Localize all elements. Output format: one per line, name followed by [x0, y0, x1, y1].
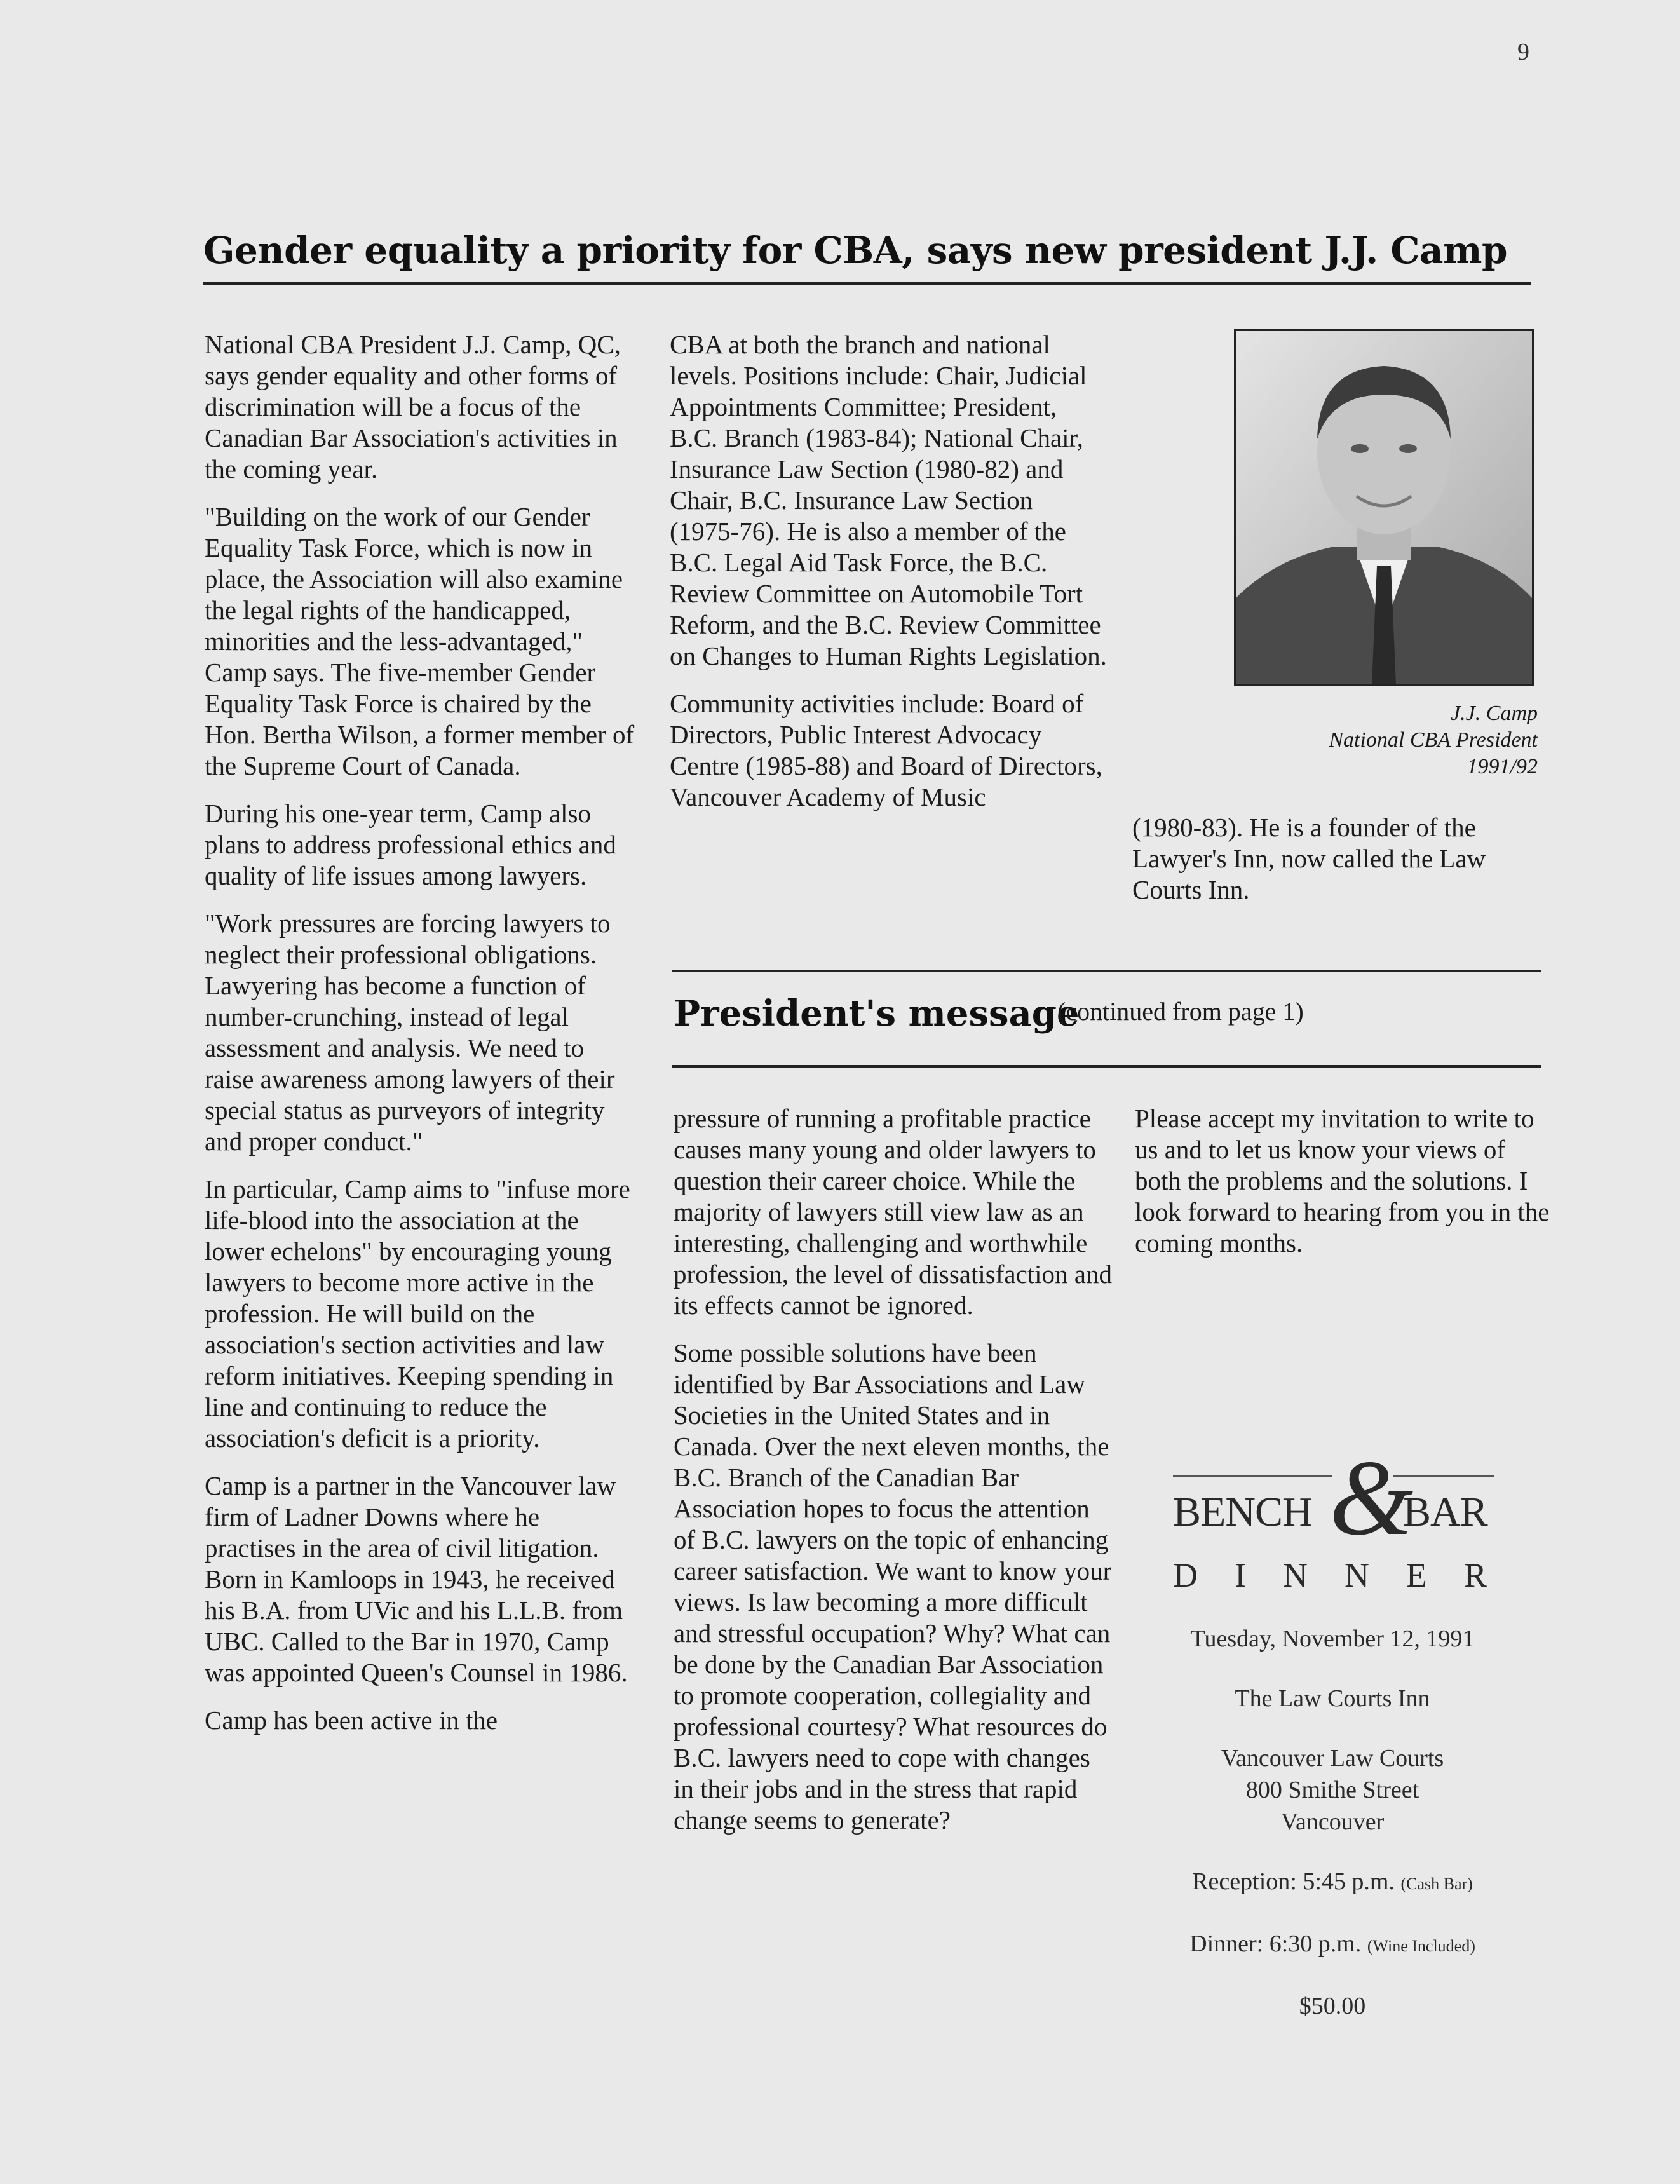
dinner-letter: D: [1173, 1556, 1199, 1594]
event-address-line: Vancouver: [1280, 1808, 1385, 1835]
article-paragraph: Camp has been active in the: [205, 1706, 498, 1735]
dinner-time: [1164, 1928, 1501, 1962]
event-address-line: Vancouver Law Courts: [1221, 1745, 1444, 1772]
logo-ampersand: &: [1329, 1438, 1414, 1557]
message-paragraph: pressure of running a profitable practice causes many young and older lawyers to question their career choice. While the majority of lawyers still view law as an interesting, challenging and worthwhile profession, the level of dissatisfaction and its effects cannot be ignored.: [674, 1104, 1112, 1320]
logo-rule-left: [1173, 1475, 1332, 1477]
dinner-letter: E: [1406, 1556, 1428, 1594]
caption-title: National CBA President: [1329, 728, 1538, 752]
article-paragraph: National CBA President J.J. Camp, QC, says gender equality and other forms of discrimination will be a focus of the Canadian Bar Association's activities in the coming year.: [205, 330, 621, 484]
article-column-1: [205, 329, 637, 1753]
photo-caption: [1182, 700, 1538, 780]
message-paragraph: Please accept my invitation to write to us and to let us know your views of both the problems and the solutions. I look forward to hearing from you in the coming months.: [1135, 1104, 1550, 1258]
president-photo: [1234, 329, 1534, 686]
article-paragraph: In particular, Camp aims to "infuse more life-blood into the association at the lower echelons" by encouraging young lawyers to become more active in the profession. He will build on the association's section activities and law reform initiatives. Keeping spending in line and continuing to reduce the association's deficit is a priority.: [205, 1174, 630, 1453]
reception-label: Reception: 5:45 p.m.: [1192, 1868, 1395, 1895]
article-paragraph: "Work pressures are forcing lawyers to neglect their professional obligations. Lawyering has become a function of number-crunching, instead of legal assessment and analysis. We need to raise awareness among lawyers of their special status as purveyors of integrity and proper conduct.": [205, 909, 615, 1156]
message-paragraph: Some possible solutions have been identified by Bar Associations and Law Societies in the United States and in Canada. Over the next eleven months, the B.C. Branch of the Canadian Bar Association hopes to focus the attention of B.C. lawyers on the topic of enhancing career satisfaction. We want to know your views. Is law becoming a more difficult and stressful occupation? Why? What can be done by the Canadian Bar Association to promote cooperation, collegiality and professional courtesy? What resources do B.C. lawyers need to cope with changes in their jobs and in the stress that rapid change seems to generate?: [674, 1338, 1112, 1835]
dinner-letter: N: [1282, 1556, 1309, 1594]
reception-note: (Cash Bar): [1400, 1875, 1473, 1893]
article-paragraph: Camp is a partner in the Vancouver law firm of Ladner Downs where he practises in the area of civil litigation. Born in Kamloops in 1943, he received his B.A. from UVic and his L.L.B. from UBC. Called to the Bar in 1970, Camp was appointed Queen's Counsel in 1986.: [205, 1471, 628, 1687]
article-headline: Gender equality a priority for CBA, says new president J.J. Camp: [203, 229, 1508, 272]
dinner-letter: N: [1344, 1556, 1371, 1594]
article-paragraph: (1980-83). He is a founder of the Lawyer's Inn, now called the Law Courts Inn.: [1132, 813, 1486, 904]
article-paragraph: "Building on the work of our Gender Equality Task Force, which is now in place, the Association will also examine the legal rights of the handicapped, minorities and the less-advantaged," Camp says. The five-member Gender Equality Task Force is chaired by the Hon. Bertha Wilson, a former member of the Supreme Court of Canada.: [205, 502, 635, 780]
presidents-message-title: President's message: [674, 993, 1080, 1034]
logo-bench: BENCH: [1173, 1489, 1312, 1535]
caption-name: J.J. Camp: [1451, 702, 1538, 725]
bench-bar-dinner-ad: [1164, 1438, 1501, 2022]
section-rule-bottom: [672, 1065, 1541, 1068]
headline-rule: [203, 282, 1531, 285]
event-date: Tuesday, November 12, 1991: [1190, 1625, 1475, 1652]
event-venue: The Law Courts Inn: [1235, 1685, 1430, 1712]
article-column-3: [1132, 812, 1552, 922]
dinner-note: (Wine Included): [1367, 1937, 1475, 1955]
section-rule-top: [672, 970, 1541, 972]
portrait-image: [1236, 331, 1532, 684]
caption-years: 1991/92: [1467, 755, 1538, 778]
message-column-1: [674, 1103, 1112, 1852]
article-paragraph: Community activities include: Board of Directors, Public Interest Advocacy Centre (1985-88) and Board of Directors, Vancouver Academy of Music: [670, 689, 1102, 811]
message-column-2: [1135, 1103, 1554, 1275]
article-column-2: [670, 329, 1108, 829]
dinner-letter: I: [1234, 1556, 1247, 1594]
logo-bar: BAR: [1403, 1489, 1487, 1535]
page-number: 9: [1517, 39, 1529, 65]
continued-note: (continued from page 1): [1057, 997, 1304, 1026]
article-paragraph: CBA at both the branch and national levels. Positions include: Chair, Judicial Appointments Committee; President, B.C. Branch (1983-84); National Chair, Insurance Law Section (1980-82) and Chair, B.C. Insurance Law Section (1975-76). He is also a member of the B.C. Legal Aid Task Force, the B.C. Review Committee on Automobile Tort Reform, and the B.C. Review Committee on Changes to Human Rights Legislation.: [670, 330, 1107, 670]
ticket-price: $50.00: [1299, 1993, 1366, 2019]
article-paragraph: During his one-year term, Camp also plans to address professional ethics and quality of life issues among lawyers.: [205, 799, 616, 890]
reception-time: [1164, 1866, 1501, 1900]
bench-bar-logo: [1164, 1438, 1501, 1557]
event-address-line: 800 Smithe Street: [1245, 1777, 1419, 1803]
dinner-label: Dinner: 6:30 p.m.: [1189, 1930, 1362, 1957]
dinner-heading: [1173, 1556, 1488, 1595]
dinner-letter: R: [1463, 1556, 1488, 1594]
